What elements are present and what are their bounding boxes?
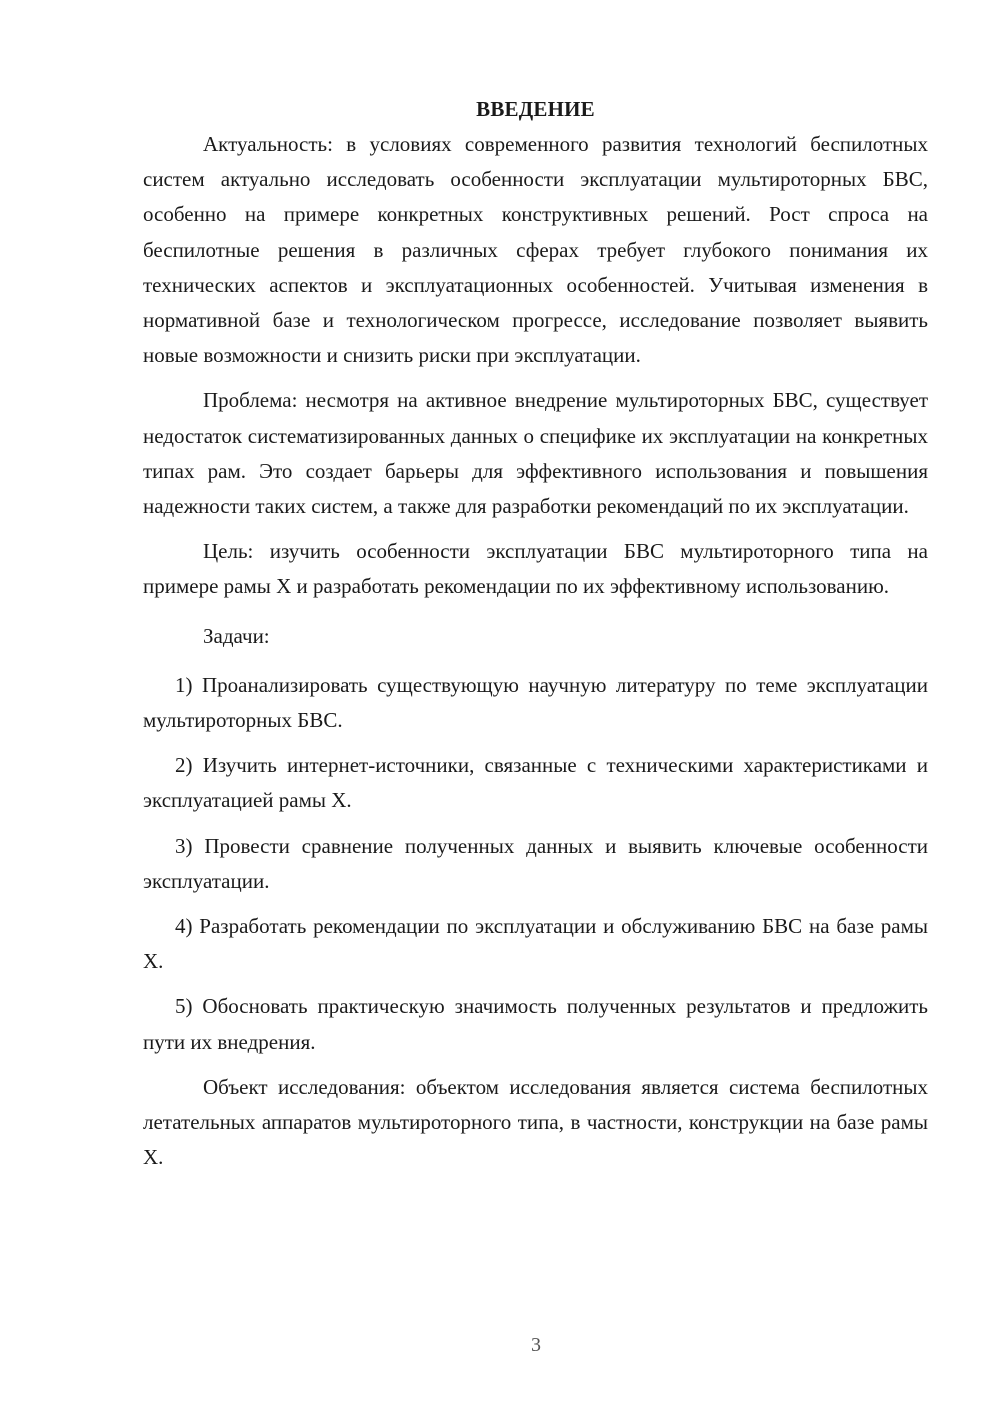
page-number: 3 (531, 1334, 541, 1356)
paragraph-goal: Цель: изучить особенности эксплуатации БВС мультироторного типа на примере рамы X и разработать рекомендации по их эффективному использованию. (143, 539, 928, 599)
paragraph-relevance: Актуальность: в условиях современного развития технологий беспилотных систем актуально исследовать особенности эксплуатации мультироторных БВС, особенно на примере конкретных конструктивных решений. Рост спроса на беспилотные решения в различных сферах требует глубокого понимания их технических аспектов и эксплуатационных особенностей. Учитывая изменения в нормативной базе и технологическом прогрессе, исследование позволяет выявить новые возможности и снизить риски при эксплуатации. (143, 132, 928, 368)
task-item-3: 3) Провести сравнение полученных данных и выявить ключевые особенности эксплуатации. (143, 833, 928, 893)
tasks-heading: Задачи: (203, 623, 270, 648)
task-item-2: 2) Изучить интернет-источники, связанные с техническими характеристиками и эксплуатацией рамы X. (143, 753, 928, 813)
task-item-4: 4) Разработать рекомендации по эксплуатации и обслуживанию БВС на базе рамы X. (143, 914, 928, 974)
paragraph-object: Объект исследования: объектом исследования является система беспилотных летательных аппаратов мультироторного типа, в частности, конструкции на базе рамы X. (143, 1074, 928, 1170)
paragraph-problem: Проблема: несмотря на активное внедрение мультироторных БВС, существует недостаток систематизированных данных о специфике их эксплуатации на конкретных типах рам. Это создает барьеры для эффективного использования и повышения надежности таких систем, а также для разработки рекомендаций по их эксплуатации. (143, 388, 928, 519)
task-item-1: 1) Проанализировать существующую научную литературу по теме эксплуатации мультироторных БВС. (143, 672, 928, 733)
page-title: ВВЕДЕНИЕ (476, 97, 595, 121)
task-item-5: 5) Обосновать практическую значимость полученных результатов и предложить пути их внедрения. (143, 994, 928, 1054)
document-page (143, 92, 928, 1175)
